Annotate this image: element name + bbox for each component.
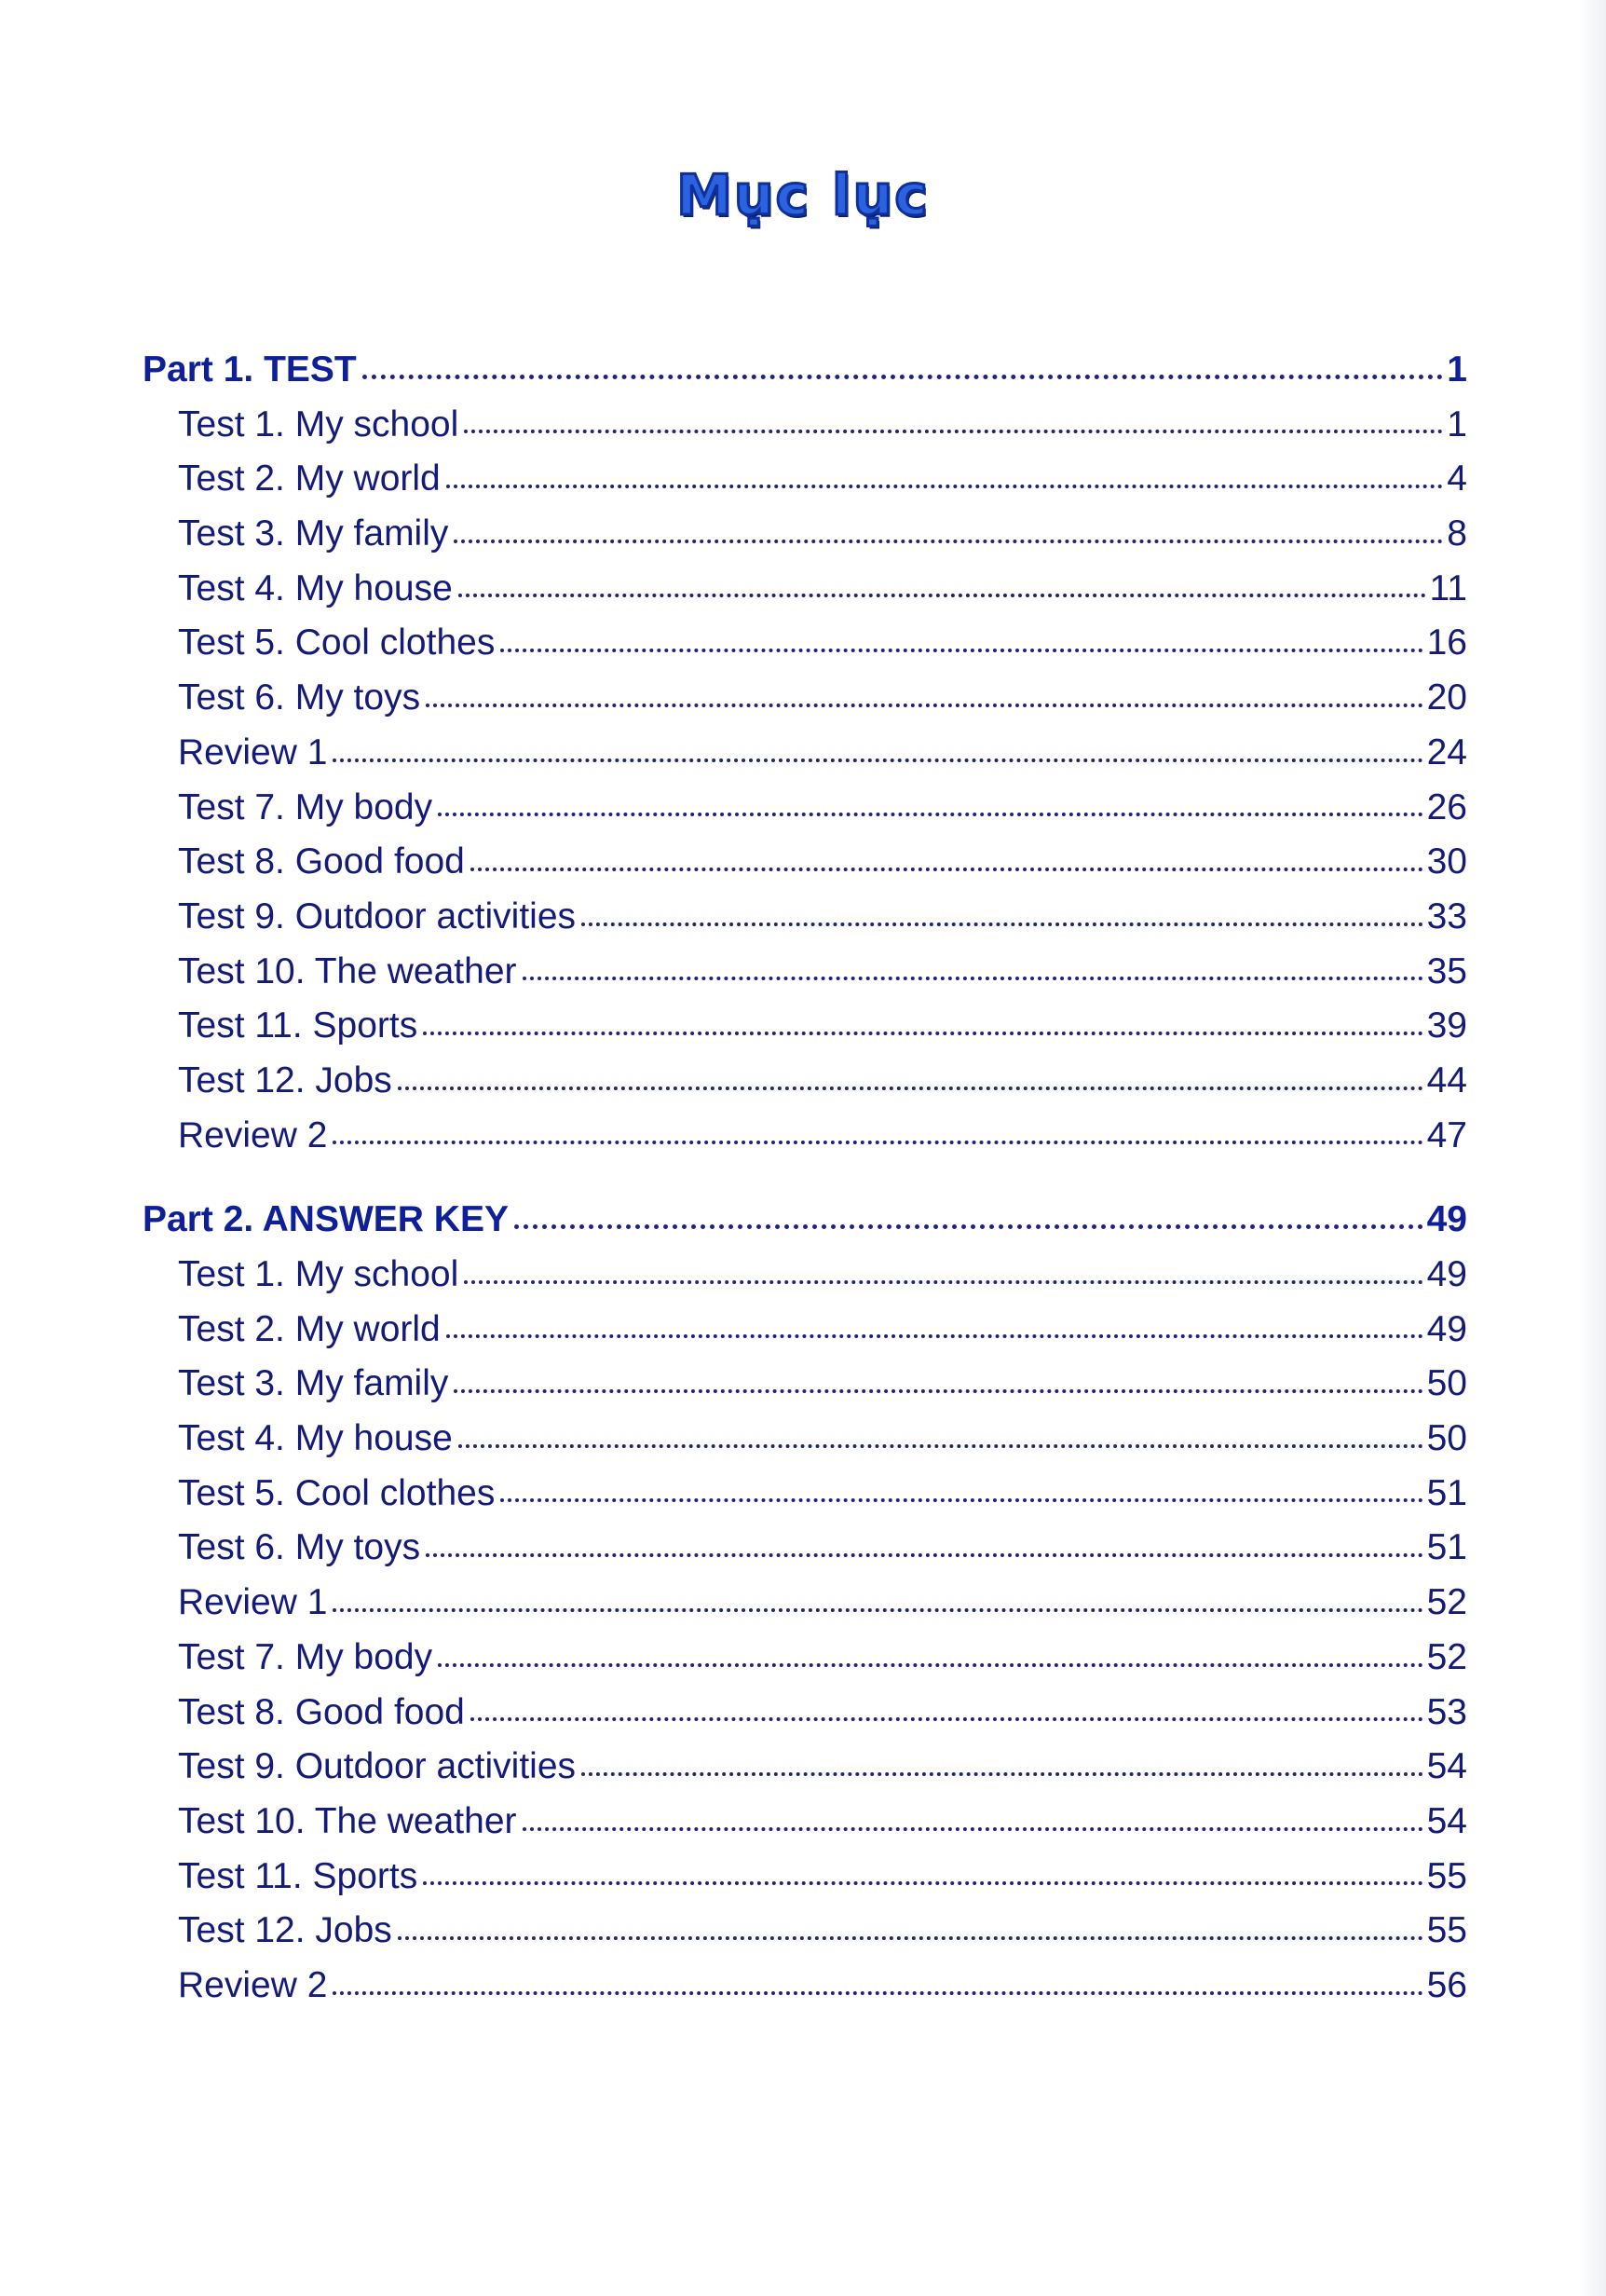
toc-entry[interactable] — [143, 999, 1467, 1054]
dot-leader — [470, 868, 1423, 871]
entry-title: Test 10. The weather — [178, 1800, 517, 1841]
dot-leader — [454, 1389, 1422, 1393]
entry-title: Test 10. The weather — [178, 950, 517, 991]
entry-title: Test 9. Outdoor activities — [178, 895, 577, 936]
toc-entry[interactable] — [143, 1959, 1467, 2014]
page-number: 55 — [1426, 1910, 1467, 1951]
toc-entry[interactable] — [143, 1054, 1467, 1109]
page-number: 54 — [1426, 1800, 1467, 1841]
toc-entry[interactable] — [143, 1631, 1467, 1686]
entry-title: Review 1 — [178, 731, 328, 772]
entry-title: Test 7. My body — [178, 1636, 433, 1677]
page-edge-shadow — [1578, 0, 1606, 2296]
toc-entry[interactable] — [143, 616, 1467, 671]
dot-leader — [398, 1086, 1423, 1090]
page-number: 50 — [1426, 1418, 1467, 1459]
page-number: 56 — [1426, 1964, 1467, 2005]
toc-entry[interactable] — [143, 1357, 1467, 1412]
dot-leader — [581, 1772, 1423, 1776]
entry-title: Test 6. My toys — [178, 677, 421, 718]
page-number: 33 — [1426, 895, 1467, 936]
page-number: 44 — [1426, 1059, 1467, 1100]
dot-leader — [523, 1827, 1423, 1831]
toc-entry[interactable] — [143, 1740, 1467, 1795]
page-number: 52 — [1426, 1636, 1467, 1677]
part-title: Part 2. ANSWER KEY — [143, 1199, 509, 1240]
dot-leader — [362, 375, 1444, 379]
dot-leader — [500, 649, 1422, 652]
entry-title: Test 2. My world — [178, 458, 441, 499]
entry-title: Test 3. My family — [178, 513, 449, 554]
entry-title: Test 9. Outdoor activities — [178, 1746, 577, 1787]
entry-title: Review 2 — [178, 1964, 328, 2005]
entry-title: Test 12. Jobs — [178, 1059, 392, 1100]
page-number: 51 — [1426, 1472, 1467, 1513]
dot-leader — [500, 1498, 1422, 1502]
toc-entry[interactable] — [143, 1576, 1467, 1631]
toc-entry[interactable] — [143, 1109, 1467, 1164]
section-spacer — [143, 1163, 1467, 1193]
entry-title: Review 1 — [178, 1582, 328, 1623]
page-number: 30 — [1426, 841, 1467, 882]
part-title: Part 1. TEST — [143, 349, 357, 390]
dot-leader — [464, 430, 1443, 433]
toc-entry[interactable] — [143, 1850, 1467, 1905]
dot-leader — [333, 1608, 1422, 1612]
dot-leader — [458, 1444, 1423, 1448]
entry-title: Review 2 — [178, 1114, 328, 1155]
toc-entry[interactable] — [143, 452, 1467, 507]
page-number: 8 — [1447, 513, 1467, 554]
entry-title: Test 1. My school — [178, 403, 459, 444]
toc-entry[interactable] — [143, 1303, 1467, 1358]
dot-leader — [454, 540, 1443, 543]
page-number: 35 — [1426, 950, 1467, 991]
entry-title: Test 7. My body — [178, 786, 433, 827]
entry-title: Test 11. Sports — [178, 1855, 418, 1896]
page-number: 1 — [1447, 403, 1467, 444]
dot-leader — [333, 758, 1422, 762]
page-number: 51 — [1426, 1527, 1467, 1568]
entry-title: Test 11. Sports — [178, 1005, 418, 1046]
dot-leader — [464, 1280, 1422, 1284]
dot-leader — [458, 594, 1426, 597]
page-number: 47 — [1426, 1114, 1467, 1155]
entry-title: Test 12. Jobs — [178, 1910, 392, 1951]
toc-entry[interactable] — [143, 507, 1467, 562]
toc-entry[interactable] — [143, 1795, 1467, 1850]
entry-title: Test 5. Cool clothes — [178, 1472, 496, 1513]
dot-leader — [446, 485, 1444, 488]
dot-leader — [514, 1224, 1423, 1229]
entry-title: Test 1. My school — [178, 1254, 459, 1294]
page-title: Mục lục — [676, 163, 930, 228]
toc-entry[interactable] — [143, 1412, 1467, 1467]
dot-leader — [438, 1663, 1422, 1667]
toc-entry[interactable] — [143, 562, 1467, 617]
dot-leader — [426, 1553, 1423, 1557]
page-number: 50 — [1426, 1363, 1467, 1404]
entry-title: Test 3. My family — [178, 1363, 449, 1404]
page-number: 55 — [1426, 1855, 1467, 1896]
entry-title: Test 2. My world — [178, 1308, 441, 1349]
toc-entry[interactable] — [143, 671, 1467, 726]
toc-entry[interactable] — [143, 835, 1467, 890]
page-number: 26 — [1426, 786, 1467, 827]
dot-leader — [523, 977, 1423, 980]
toc-entry[interactable] — [143, 781, 1467, 836]
page-number: 24 — [1426, 731, 1467, 772]
toc-entry[interactable] — [143, 1467, 1467, 1522]
page-number: 1 — [1447, 349, 1467, 390]
entry-title: Test 4. My house — [178, 1418, 453, 1459]
dot-leader — [423, 1881, 1422, 1885]
dot-leader — [426, 704, 1423, 707]
page-number: 53 — [1426, 1691, 1467, 1732]
dot-leader — [581, 922, 1423, 926]
toc-part-heading[interactable] — [143, 1193, 1467, 1248]
entry-title: Test 4. My house — [178, 567, 453, 608]
toc-entry[interactable] — [143, 398, 1467, 453]
dot-leader — [398, 1936, 1423, 1940]
page-number: 20 — [1426, 677, 1467, 718]
dot-leader — [333, 1141, 1422, 1144]
page-number: 49 — [1426, 1254, 1467, 1294]
toc-entry[interactable] — [143, 1248, 1467, 1303]
page-number: 11 — [1429, 567, 1467, 608]
page-number: 39 — [1426, 1005, 1467, 1046]
toc-entry[interactable] — [143, 1686, 1467, 1741]
entry-title: Test 8. Good food — [178, 1691, 465, 1732]
dot-leader — [423, 1032, 1422, 1035]
table-of-contents — [143, 343, 1467, 2014]
toc-entry[interactable] — [143, 890, 1467, 945]
toc-part-heading[interactable] — [143, 343, 1467, 398]
dot-leader — [470, 1717, 1423, 1721]
page-number: 49 — [1426, 1199, 1467, 1240]
page-number: 52 — [1426, 1582, 1467, 1623]
page-number: 54 — [1426, 1746, 1467, 1787]
entry-title: Test 6. My toys — [178, 1527, 421, 1568]
dot-leader — [333, 1991, 1422, 1995]
entry-title: Test 8. Good food — [178, 841, 465, 882]
toc-entry[interactable] — [143, 1904, 1467, 1959]
entry-title: Test 5. Cool clothes — [178, 622, 496, 663]
toc-entry[interactable] — [143, 726, 1467, 781]
toc-entry[interactable] — [143, 1521, 1467, 1576]
page-number: 4 — [1447, 458, 1467, 499]
dot-leader — [446, 1334, 1423, 1338]
dot-leader — [438, 813, 1422, 816]
page-number: 16 — [1426, 622, 1467, 663]
page-number: 49 — [1426, 1308, 1467, 1349]
toc-entry[interactable] — [143, 945, 1467, 1000]
